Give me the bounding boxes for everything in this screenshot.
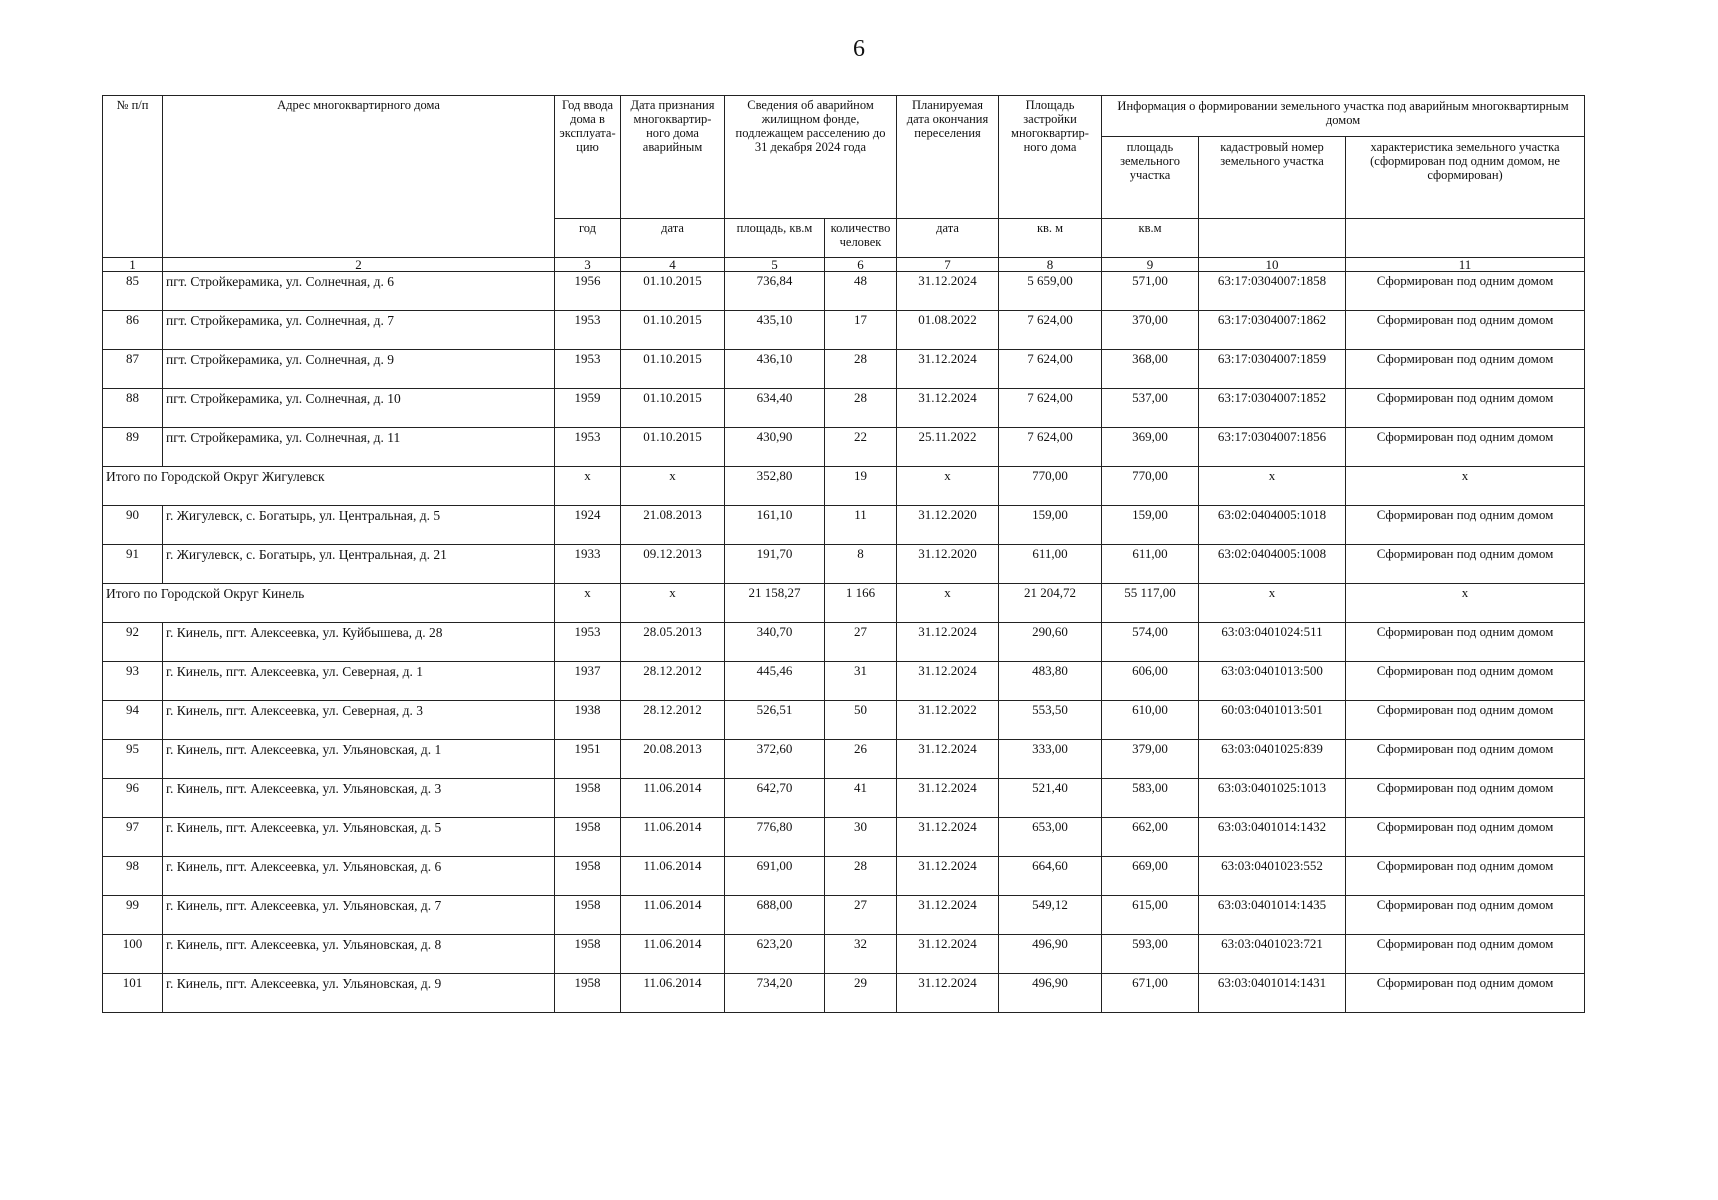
recognition-date-cell: x: [621, 584, 725, 623]
address-cell: г. Кинель, пгт. Алексеевка, ул. Северная, д. 3: [163, 701, 555, 740]
year-cell: x: [555, 467, 621, 506]
column-number: 4: [621, 258, 725, 272]
cadastral-cell: 60:03:0401013:501: [1199, 701, 1346, 740]
column-number: 5: [725, 258, 825, 272]
table-row: [103, 545, 1585, 584]
table-row: [103, 272, 1585, 311]
address-cell: г. Кинель, пгт. Алексеевка, ул. Ульяновская, д. 3: [163, 779, 555, 818]
characteristic-cell: Сформирован под одним домом: [1346, 428, 1585, 467]
year-cell: 1958: [555, 896, 621, 935]
recognition-date-cell: 11.06.2014: [621, 896, 725, 935]
people-cell: 28: [825, 389, 897, 428]
recognition-date-cell: 11.06.2014: [621, 935, 725, 974]
table-row: [103, 740, 1585, 779]
planned-date-cell: 31.12.2024: [897, 857, 999, 896]
address-cell: г. Кинель, пгт. Алексеевка, ул. Ульяновская, д. 1: [163, 740, 555, 779]
land-area-cell: 662,00: [1102, 818, 1199, 857]
row-number: 94: [103, 701, 163, 740]
area-cell: 642,70: [725, 779, 825, 818]
built-area-cell: 7 624,00: [999, 428, 1102, 467]
land-area-cell: 606,00: [1102, 662, 1199, 701]
people-cell: 32: [825, 935, 897, 974]
planned-date-cell: 31.12.2024: [897, 779, 999, 818]
planned-date-cell: 31.12.2024: [897, 740, 999, 779]
header-land-group: [1102, 96, 1585, 219]
built-area-cell: 5 659,00: [999, 272, 1102, 311]
built-area-cell: 664,60: [999, 857, 1102, 896]
planned-date-cell: 25.11.2022: [897, 428, 999, 467]
land-area-cell: 159,00: [1102, 506, 1199, 545]
people-cell: 28: [825, 350, 897, 389]
area-cell: 634,40: [725, 389, 825, 428]
year-cell: 1956: [555, 272, 621, 311]
row-number: 86: [103, 311, 163, 350]
people-cell: 26: [825, 740, 897, 779]
built-area-cell: 290,60: [999, 623, 1102, 662]
area-cell: 435,10: [725, 311, 825, 350]
row-number: 93: [103, 662, 163, 701]
characteristic-cell: Сформирован под одним домом: [1346, 506, 1585, 545]
planned-date-cell: 31.12.2020: [897, 506, 999, 545]
area-cell: 430,90: [725, 428, 825, 467]
area-cell: 688,00: [725, 896, 825, 935]
land-area-cell: 571,00: [1102, 272, 1199, 311]
address-cell: г. Кинель, пгт. Алексеевка, ул. Ульяновская, д. 5: [163, 818, 555, 857]
people-cell: 8: [825, 545, 897, 584]
area-cell: 526,51: [725, 701, 825, 740]
planned-date-cell: 31.12.2024: [897, 818, 999, 857]
planned-date-cell: 31.12.2022: [897, 701, 999, 740]
people-cell: 30: [825, 818, 897, 857]
header-land-area: площадь земельного участка: [1102, 137, 1199, 218]
recognition-date-cell: 01.10.2015: [621, 311, 725, 350]
cadastral-cell: 63:03:0401023:552: [1199, 857, 1346, 896]
cadastral-cell: 63:03:0401023:721: [1199, 935, 1346, 974]
recognition-date-cell: 28.12.2012: [621, 662, 725, 701]
land-area-cell: 583,00: [1102, 779, 1199, 818]
built-area-cell: 496,90: [999, 935, 1102, 974]
header-emergency-fund: Сведения об аварийном жилищном фонде, подлежащем расселению до 31 декабря 2024 года: [725, 96, 897, 219]
header-num: № п/п: [103, 96, 163, 258]
area-cell: 340,70: [725, 623, 825, 662]
characteristic-cell: Сформирован под одним домом: [1346, 701, 1585, 740]
header-planned-date: Планируемая дата окончания переселения: [897, 96, 999, 219]
area-cell: 21 158,27: [725, 584, 825, 623]
recognition-date-cell: 01.10.2015: [621, 428, 725, 467]
table-row: [103, 623, 1585, 662]
land-area-cell: 379,00: [1102, 740, 1199, 779]
land-area-cell: 574,00: [1102, 623, 1199, 662]
planned-date-cell: x: [897, 584, 999, 623]
table-row: [103, 389, 1585, 428]
header-land-info: Информация о формировании земельного участка под аварийным многоквартирным домом: [1102, 96, 1584, 137]
cadastral-cell: 63:03:0401013:500: [1199, 662, 1346, 701]
people-cell: 27: [825, 623, 897, 662]
recognition-date-cell: 21.08.2013: [621, 506, 725, 545]
emergency-housing-table: [102, 95, 1585, 1013]
characteristic-cell: Сформирован под одним домом: [1346, 662, 1585, 701]
cadastral-cell: 63:02:0404005:1008: [1199, 545, 1346, 584]
year-cell: 1953: [555, 311, 621, 350]
cadastral-cell: 63:03:0401024:511: [1199, 623, 1346, 662]
area-cell: 191,70: [725, 545, 825, 584]
people-cell: 1 166: [825, 584, 897, 623]
people-cell: 28: [825, 857, 897, 896]
land-area-cell: 671,00: [1102, 974, 1199, 1013]
planned-date-cell: 31.12.2024: [897, 935, 999, 974]
total-label: Итого по Городской Округ Кинель: [103, 584, 555, 623]
unit-land-sqm: кв.м: [1102, 219, 1199, 258]
total-label: Итого по Городской Округ Жигулевск: [103, 467, 555, 506]
people-cell: 22: [825, 428, 897, 467]
built-area-cell: 7 624,00: [999, 350, 1102, 389]
recognition-date-cell: 28.12.2012: [621, 701, 725, 740]
unit-planned-date: дата: [897, 219, 999, 258]
row-number: 91: [103, 545, 163, 584]
column-number: 6: [825, 258, 897, 272]
land-area-cell: 593,00: [1102, 935, 1199, 974]
cadastral-cell: 63:17:0304007:1862: [1199, 311, 1346, 350]
cadastral-cell: 63:03:0401014:1432: [1199, 818, 1346, 857]
land-area-cell: 770,00: [1102, 467, 1199, 506]
people-cell: 29: [825, 974, 897, 1013]
unit-characteristic-empty: [1346, 219, 1585, 258]
header-year: Год ввода дома в эксплуата-цию: [555, 96, 621, 219]
built-area-cell: 653,00: [999, 818, 1102, 857]
cadastral-cell: 63:17:0304007:1852: [1199, 389, 1346, 428]
year-cell: 1951: [555, 740, 621, 779]
table-row: [103, 779, 1585, 818]
column-number: 8: [999, 258, 1102, 272]
cadastral-cell: 63:03:0401025:1013: [1199, 779, 1346, 818]
characteristic-cell: Сформирован под одним домом: [1346, 857, 1585, 896]
row-number: 87: [103, 350, 163, 389]
recognition-date-cell: 20.08.2013: [621, 740, 725, 779]
characteristic-cell: Сформирован под одним домом: [1346, 389, 1585, 428]
planned-date-cell: 31.12.2024: [897, 662, 999, 701]
address-cell: г. Кинель, пгт. Алексеевка, ул. Куйбышева, д. 28: [163, 623, 555, 662]
unit-date: дата: [621, 219, 725, 258]
built-area-cell: 611,00: [999, 545, 1102, 584]
address-cell: г. Кинель, пгт. Алексеевка, ул. Ульяновская, д. 9: [163, 974, 555, 1013]
area-cell: 436,10: [725, 350, 825, 389]
recognition-date-cell: 09.12.2013: [621, 545, 725, 584]
column-number-row: [103, 258, 1585, 272]
year-cell: 1938: [555, 701, 621, 740]
recognition-date-cell: 01.10.2015: [621, 350, 725, 389]
year-cell: 1958: [555, 857, 621, 896]
built-area-cell: 21 204,72: [999, 584, 1102, 623]
row-number: 90: [103, 506, 163, 545]
characteristic-cell: Сформирован под одним домом: [1346, 272, 1585, 311]
people-cell: 27: [825, 896, 897, 935]
built-area-cell: 7 624,00: [999, 311, 1102, 350]
table-row: [103, 857, 1585, 896]
table-row: [103, 974, 1585, 1013]
people-cell: 48: [825, 272, 897, 311]
people-cell: 41: [825, 779, 897, 818]
year-cell: 1959: [555, 389, 621, 428]
unit-area: площадь, кв.м: [725, 219, 825, 258]
table-row: [103, 428, 1585, 467]
built-area-cell: 553,50: [999, 701, 1102, 740]
cadastral-cell: x: [1199, 584, 1346, 623]
address-cell: пгт. Стройкерамика, ул. Солнечная, д. 6: [163, 272, 555, 311]
characteristic-cell: Сформирован под одним домом: [1346, 350, 1585, 389]
year-cell: 1953: [555, 623, 621, 662]
cadastral-cell: x: [1199, 467, 1346, 506]
area-cell: 691,00: [725, 857, 825, 896]
year-cell: 1958: [555, 935, 621, 974]
built-area-cell: 521,40: [999, 779, 1102, 818]
column-number: 7: [897, 258, 999, 272]
table-row: [103, 701, 1585, 740]
table-body: [103, 272, 1585, 1013]
people-cell: 19: [825, 467, 897, 506]
cadastral-cell: 63:17:0304007:1858: [1199, 272, 1346, 311]
planned-date-cell: 01.08.2022: [897, 311, 999, 350]
built-area-cell: 333,00: [999, 740, 1102, 779]
unit-people: количество человек: [825, 219, 897, 258]
address-cell: г. Жигулевск, с. Богатырь, ул. Центральная, д. 21: [163, 545, 555, 584]
unit-year: год: [555, 219, 621, 258]
address-cell: пгт. Стройкерамика, ул. Солнечная, д. 9: [163, 350, 555, 389]
header-cadastral: кадастровый номер земельного участка: [1199, 137, 1346, 218]
cadastral-cell: 63:17:0304007:1859: [1199, 350, 1346, 389]
header-address: Адрес многоквартирного дома: [163, 96, 555, 258]
year-cell: 1958: [555, 779, 621, 818]
table-header: [103, 96, 1585, 272]
year-cell: 1953: [555, 428, 621, 467]
year-cell: 1924: [555, 506, 621, 545]
address-cell: г. Жигулевск, с. Богатырь, ул. Центральная, д. 5: [163, 506, 555, 545]
area-cell: 736,84: [725, 272, 825, 311]
planned-date-cell: 31.12.2024: [897, 272, 999, 311]
recognition-date-cell: 11.06.2014: [621, 818, 725, 857]
built-area-cell: 496,90: [999, 974, 1102, 1013]
address-cell: пгт. Стройкерамика, ул. Солнечная, д. 11: [163, 428, 555, 467]
area-cell: 734,20: [725, 974, 825, 1013]
header-built-area: Площадь застройки многоквартир-ного дома: [999, 96, 1102, 219]
built-area-cell: 549,12: [999, 896, 1102, 935]
table-row: [103, 311, 1585, 350]
planned-date-cell: 31.12.2024: [897, 896, 999, 935]
total-row: [103, 584, 1585, 623]
recognition-date-cell: x: [621, 467, 725, 506]
cadastral-cell: 63:03:0401014:1431: [1199, 974, 1346, 1013]
land-area-cell: 368,00: [1102, 350, 1199, 389]
characteristic-cell: Сформирован под одним домом: [1346, 935, 1585, 974]
row-number: 97: [103, 818, 163, 857]
recognition-date-cell: 28.05.2013: [621, 623, 725, 662]
row-number: 99: [103, 896, 163, 935]
address-cell: г. Кинель, пгт. Алексеевка, ул. Ульяновская, д. 8: [163, 935, 555, 974]
column-number: 10: [1199, 258, 1346, 272]
land-area-cell: 369,00: [1102, 428, 1199, 467]
planned-date-cell: 31.12.2024: [897, 350, 999, 389]
characteristic-cell: Сформирован под одним домом: [1346, 623, 1585, 662]
table-row: [103, 896, 1585, 935]
land-area-cell: 370,00: [1102, 311, 1199, 350]
land-area-cell: 610,00: [1102, 701, 1199, 740]
planned-date-cell: 31.12.2024: [897, 974, 999, 1013]
planned-date-cell: 31.12.2024: [897, 623, 999, 662]
year-cell: 1958: [555, 818, 621, 857]
people-cell: 31: [825, 662, 897, 701]
address-cell: пгт. Стройкерамика, ул. Солнечная, д. 7: [163, 311, 555, 350]
land-area-cell: 669,00: [1102, 857, 1199, 896]
table-row: [103, 662, 1585, 701]
column-number: 11: [1346, 258, 1585, 272]
address-cell: пгт. Стройкерамика, ул. Солнечная, д. 10: [163, 389, 555, 428]
column-number: 1: [103, 258, 163, 272]
address-cell: г. Кинель, пгт. Алексеевка, ул. Ульяновская, д. 6: [163, 857, 555, 896]
header-characteristic: характеристика земельного участка (сформирован под одним домом, не сформирован): [1370, 140, 1560, 182]
unit-cadastral-empty: [1199, 219, 1346, 258]
cadastral-cell: 63:17:0304007:1856: [1199, 428, 1346, 467]
built-area-cell: 159,00: [999, 506, 1102, 545]
area-cell: 623,20: [725, 935, 825, 974]
table-row: [103, 935, 1585, 974]
area-cell: 352,80: [725, 467, 825, 506]
built-area-cell: 7 624,00: [999, 389, 1102, 428]
people-cell: 17: [825, 311, 897, 350]
column-number: 2: [163, 258, 555, 272]
cadastral-cell: 63:03:0401025:839: [1199, 740, 1346, 779]
year-cell: 1958: [555, 974, 621, 1013]
row-number: 101: [103, 974, 163, 1013]
recognition-date-cell: 11.06.2014: [621, 857, 725, 896]
page-number: 6: [853, 36, 865, 62]
characteristic-cell: Сформирован под одним домом: [1346, 311, 1585, 350]
area-cell: 161,10: [725, 506, 825, 545]
year-cell: 1953: [555, 350, 621, 389]
cadastral-cell: 63:03:0401014:1435: [1199, 896, 1346, 935]
recognition-date-cell: 11.06.2014: [621, 974, 725, 1013]
area-cell: 445,46: [725, 662, 825, 701]
land-area-cell: 611,00: [1102, 545, 1199, 584]
unit-sqm: кв. м: [999, 219, 1102, 258]
year-cell: x: [555, 584, 621, 623]
row-number: 85: [103, 272, 163, 311]
characteristic-cell: Сформирован под одним домом: [1346, 740, 1585, 779]
total-row: [103, 467, 1585, 506]
row-number: 89: [103, 428, 163, 467]
built-area-cell: 483,80: [999, 662, 1102, 701]
row-number: 95: [103, 740, 163, 779]
planned-date-cell: x: [897, 467, 999, 506]
table-row: [103, 350, 1585, 389]
row-number: 98: [103, 857, 163, 896]
characteristic-cell: Сформирован под одним домом: [1346, 818, 1585, 857]
planned-date-cell: 31.12.2020: [897, 545, 999, 584]
people-cell: 50: [825, 701, 897, 740]
table-row: [103, 818, 1585, 857]
row-number: 92: [103, 623, 163, 662]
recognition-date-cell: 11.06.2014: [621, 779, 725, 818]
year-cell: 1933: [555, 545, 621, 584]
column-number: 3: [555, 258, 621, 272]
area-cell: 776,80: [725, 818, 825, 857]
planned-date-cell: 31.12.2024: [897, 389, 999, 428]
year-cell: 1937: [555, 662, 621, 701]
characteristic-cell: Сформирован под одним домом: [1346, 896, 1585, 935]
column-number: 9: [1102, 258, 1199, 272]
characteristic-cell: x: [1346, 467, 1585, 506]
row-number: 96: [103, 779, 163, 818]
land-area-cell: 55 117,00: [1102, 584, 1199, 623]
address-cell: г. Кинель, пгт. Алексеевка, ул. Ульяновская, д. 7: [163, 896, 555, 935]
land-area-cell: 537,00: [1102, 389, 1199, 428]
recognition-date-cell: 01.10.2015: [621, 389, 725, 428]
header-recognition-date: Дата признания многоквартир-ного дома аварийным: [621, 96, 725, 219]
area-cell: 372,60: [725, 740, 825, 779]
characteristic-cell: Сформирован под одним домом: [1346, 974, 1585, 1013]
table-row: [103, 506, 1585, 545]
people-cell: 11: [825, 506, 897, 545]
row-number: 88: [103, 389, 163, 428]
characteristic-cell: x: [1346, 584, 1585, 623]
characteristic-cell: Сформирован под одним домом: [1346, 779, 1585, 818]
recognition-date-cell: 01.10.2015: [621, 272, 725, 311]
characteristic-cell: Сформирован под одним домом: [1346, 545, 1585, 584]
land-area-cell: 615,00: [1102, 896, 1199, 935]
row-number: 100: [103, 935, 163, 974]
cadastral-cell: 63:02:0404005:1018: [1199, 506, 1346, 545]
address-cell: г. Кинель, пгт. Алексеевка, ул. Северная, д. 1: [163, 662, 555, 701]
built-area-cell: 770,00: [999, 467, 1102, 506]
